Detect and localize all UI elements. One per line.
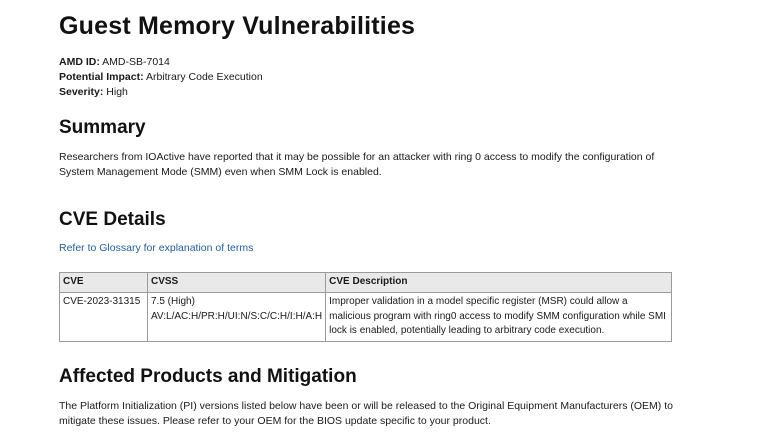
severity-value: High	[106, 86, 128, 98]
severity-label: Severity:	[59, 86, 104, 98]
table-row	[60, 293, 672, 342]
cve-details-heading: CVE Details	[59, 209, 166, 230]
cve-table	[59, 272, 672, 342]
amd-id-value: AMD-SB-7014	[102, 56, 170, 68]
impact-label: Potential Impact:	[59, 71, 144, 83]
glossary-link[interactable]: Refer to Glossary for explanation of terms	[59, 242, 254, 254]
cve-table-header	[60, 273, 672, 293]
amd-id-label: AMD ID:	[59, 56, 100, 68]
affected-text: The Platform Initialization (PI) versions listed below have been or will be released to the Original Equipment Manufacturers (OEM) to mitigate these issues. Please refer to your OEM for the BIOS update specific to your product.	[59, 400, 673, 427]
cvss-score: 7.5 (High)	[151, 296, 195, 307]
cvss-vector: AV:L/AC:H/PR:H/UI:N/S:C/C:H/I:H/A:H	[151, 310, 323, 322]
cve-id: CVE-2023-31315	[60, 293, 148, 342]
impact-value: Arbitrary Code Execution	[145, 71, 263, 83]
cve-description: Improper validation in a model specific register (MSR) could allow a malicious program with ring0 access to modify SMM configuration while SMI lock is enabled, potentially leading to arbitrary code execution.	[326, 293, 672, 342]
severity-row	[59, 85, 128, 100]
impact-row	[59, 70, 263, 85]
summary-text: Researchers from IOActive have reported that it may be possible for an attacker with ring 0 access to modify the configuration of System Management Mode (SMM) even when SMM Lock is enabled.	[59, 151, 655, 178]
page-title: Guest Memory Vulnerabilities	[59, 12, 416, 40]
summary-heading: Summary	[59, 117, 146, 138]
cvss-cell	[148, 293, 326, 342]
affected-heading: Affected Products and Mitigation	[59, 366, 357, 387]
amd-id-row	[59, 55, 170, 70]
column-header-cvss: CVSS	[148, 273, 326, 293]
column-header-cve: CVE	[60, 273, 148, 293]
column-header-description: CVE Description	[326, 273, 672, 293]
